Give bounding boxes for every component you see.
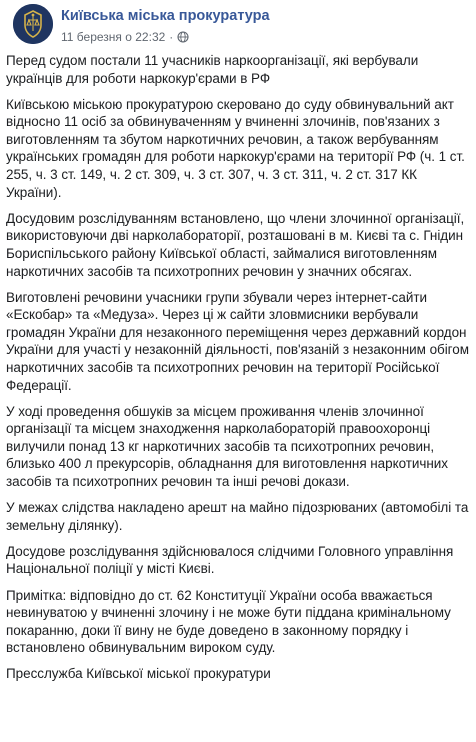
post-timestamp[interactable]: 11 березня о 22:32: [61, 30, 166, 44]
post-paragraph: Київською міською прокуратурою скеровано до суду обвинувальний акт відносно 11 осіб за обвинуваченням у вчиненні злочинів, пов'язаних з виготовленням та збутом наркотичних речовин, а також вербуванням українських громадян для роботи наркокур'єрами на території РФ (ч. 1 ст. 255, ч. 3 ст. 149, ч. 2 ст. 309, ч. 3 ст. 307, ч. 3 ст. 311, ч. 2 ст. 317 КК України).: [6, 96, 465, 200]
post-note: Примітка: відповідно до ст. 62 Конституції України особа вважається невинуватою у вчиненні злочину і не може бути піддана кримінальному покаранню, доки її вину не буде доведено в законному порядку і встановлено обвинувальним вироком суду.: [6, 587, 451, 656]
post-paragraph: Досудове розслідування здійснювалося слідчими Головного управління Національної поліції у місті Києві.: [6, 543, 454, 577]
post-header: [6, 0, 476, 52]
post-paragraph: Виготовлені речовини учасники групи збували через інтернет-сайти «Ескобар» та «Медуза». Через ці ж сайти зловмисники вербували громадян України для незаконного переміщення через державний кордон України для участі у незаконній діяльності, пов'язаній з незаконним обігом наркотичних засобів та психотропних речовин на території Російської Федерації.: [6, 289, 469, 393]
globe-icon[interactable]: [177, 31, 189, 43]
post-paragraph: У межах слідства накладено арешт на майно підозрюваних (автомобілі та земельну ділянку).: [6, 500, 469, 533]
post-paragraph: Досудовим розслідуванням встановлено, що члени злочинної організації, використовуючи дві нарколабораторії, розташовані в м. Києві та с. Гнідин Бориспільського району Київської області, займалися виготовленням наркотичних засобів та психотропних речовин у значних обсягах.: [6, 210, 465, 279]
post-signature: Пресслужба Київської міської прокуратури: [6, 666, 271, 682]
post-headline: Перед судом постали 11 учасників наркоорганізації, які вербували українців для роботи наркокур'єрами в РФ: [6, 53, 419, 86]
page-name-link[interactable]: Київська міська прокуратура: [61, 8, 270, 24]
post-body: [6, 52, 476, 683]
prosecutor-emblem-icon: [13, 4, 53, 44]
page-avatar[interactable]: [13, 4, 53, 44]
meta-separator: ·: [169, 30, 174, 44]
post-meta: [61, 30, 189, 44]
post-paragraph: У ході проведення обшуків за місцем проживання членів злочинної організації та місцем знаходження нарколабораторій правоохоронці вилучили понад 13 кг наркотичних засобів та психотропних речовин, близько 400 л прекурсорів, обладнання для виготовлення наркотичних засобів та психотропних речовин та інші речові докази.: [6, 403, 448, 490]
